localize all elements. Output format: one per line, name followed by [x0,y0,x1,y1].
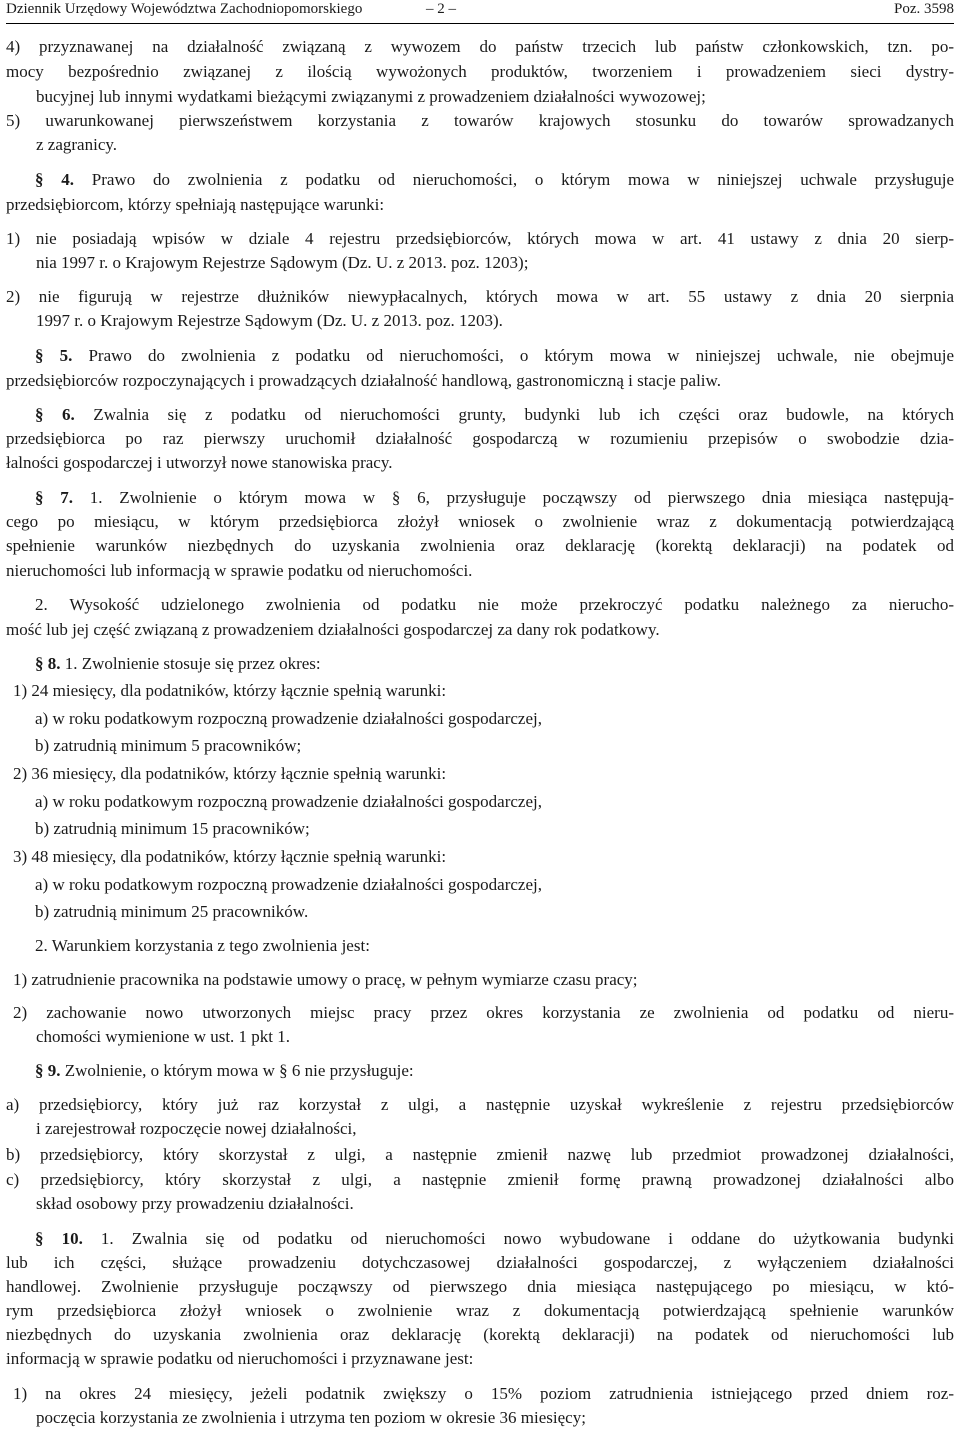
text-line [35,817,635,841]
line-text: 1) 24 miesięcy, dla podatników, którzy łącznie spełnią warunki: [13,681,447,700]
text-line [35,486,954,510]
text-line [6,1143,954,1167]
text-line [6,109,954,133]
text-line [36,1117,954,1141]
line-text: a) w roku podatkowym rozpoczną prowadzenie działalności gospodarczej, [35,875,542,894]
line-text: 2. Wysokość udzielonego zwolnienia od podatku nie może przekroczyć podatku należnego za nierucho- [35,595,954,614]
line-text: 2) 36 miesięcy, dla podatników, którzy łącznie spełnią warunki: [13,764,447,783]
section-mark: § 7. [35,488,73,507]
text-line [35,734,635,758]
line-text: przedsiębiorcom, którzy spełniają następujące warunki: [6,195,385,214]
text-line [36,1406,954,1430]
text-line [35,934,635,958]
section-mark: § 6. [35,405,75,424]
line-text: Prawo do zwolnienia z podatku od nieruchomości, o którym mowa w niniejszej uchwale przysługuje [74,170,954,189]
line-text: b) zatrudnią minimum 5 pracowników; [35,736,302,755]
line-text: b) zatrudnią minimum 15 pracowników; [35,819,310,838]
line-text: 4) przyznawanej na działalność związaną z wywozem do państw trzecich lub państw członkowskich, tzn. po- [6,37,954,56]
line-text: chomości wymienione w ust. 1 pkt 1. [36,1027,291,1046]
text-line [35,593,954,617]
line-text: 1) na okres 24 miesięcy, jeżeli podatnik zwiększy o 15% poziom zatrudnienia istniejącego przed dniem roz- [13,1384,954,1403]
line-text: nia 1997 r. o Krajowym Rejestrze Sądowym (Dz. U. z 2013. poz. 1203); [36,253,529,272]
text-line [36,133,954,157]
line-text: 5) uwarunkowanej pierwszeństwem korzystania z towarów krajowych stosunku do towarów sprowadzanych [6,111,954,130]
line-text: spełnienie warunków niezbędnych do uzyskania zwolnienia oraz deklarację (korektą deklaracji) na podatek od [6,536,954,555]
text-line [35,790,735,814]
text-line [36,251,954,275]
text-line [6,427,954,451]
line-text: 1. Zwolnienie stosuje się przez okres: [60,654,321,673]
line-text: 1997 r. o Krajowym Rejestrze Sądowym (Dz. U. z 2013. poz. 1203). [36,311,503,330]
section-mark: § 8. [35,654,61,673]
text-line [35,1227,954,1251]
text-line [13,762,613,786]
line-text: z zagranicy. [36,135,118,154]
text-line [36,309,954,333]
line-text: 3) 48 miesięcy, dla podatników, którzy łącznie spełnią warunki: [13,847,447,866]
header-divider [6,23,954,24]
text-line [13,1382,954,1406]
text-line [35,900,635,924]
line-text: niezbędnych do uzyskania zwolnienia oraz deklarację (korektą deklaracji) na podatek od nieruchomości lub [6,1325,954,1344]
line-text: a) przedsiębiorcy, który już raz korzystał z ulgi, a następnie uzyskał wykreślenie z rejestru przedsiębiorców [6,1095,954,1114]
section-mark: § 9. [35,1061,61,1080]
text-line [6,369,954,393]
text-line [35,168,954,192]
line-text: skład osobowy przy prowadzeniu działalności. [36,1194,354,1213]
line-text: a) w roku podatkowym rozpoczną prowadzenie działalności gospodarczej, [35,792,542,811]
journal-title: Dziennik Urzędowy Województwa Zachodniopomorskiego [6,1,363,17]
line-text: 2) zachowanie nowo utworzonych miejsc pracy przez okres korzystania ze zwolnienia od podatku od nieru- [13,1003,954,1022]
position-number: Poz. 3598 [894,1,954,17]
line-text: 2) nie figurują w rejestrze dłużników niewypłacalnych, których mowa w art. 55 ustawy z dnia 20 sierpnia [6,287,954,306]
line-text: 1) zatrudnienie pracownika na podstawie umowy o pracę, w pełnym wymiarze czasu pracy; [13,970,638,989]
line-text: cego po miesiącu, w którym przedsiębiorca złożył wniosek o zwolnienie wraz z dokumentacją potwierdzającą [6,512,954,531]
line-text: przedsiębiorców rozpoczynających i prowadzących działalność handlową, gastronomiczną i stacje paliw. [6,371,721,390]
line-text: Prawo do zwolnienia z podatku od nieruchomości, o którym mowa w niniejszej uchwale, nie obejmuje [72,346,955,365]
text-line [35,873,735,897]
line-text: Zwolnienie, o którym mowa w § 6 nie przysługuje: [60,1061,414,1080]
line-text: informacją w sprawie podatku od nieruchomości i przyznawane jest: [6,1349,474,1368]
line-text: mość lub jej część związaną z prowadzeniem działalności gospodarczej za dany rok podatkowy. [6,620,660,639]
line-text: lub ich części, służące prowadzeniu dotychczasowej działalności gospodarczej, z wyłączeniem działalności [6,1253,954,1272]
text-line [35,707,735,731]
text-line [6,1275,954,1299]
text-line [13,1001,954,1025]
text-line [36,1025,954,1049]
text-line [35,1059,635,1083]
text-line [6,193,954,217]
line-text: 1. Zwolnienie o którym mowa w § 6, przysługuje począwszy od pierwszego dnia miesiąca następują- [73,488,954,507]
line-text: b) przedsiębiorcy, który skorzystał z ulgi, a następnie zmienił nazwę lub przedmiot prowadzonej działalności, [6,1145,954,1164]
text-line [6,451,954,475]
text-line [35,403,954,427]
line-text: c) przedsiębiorcy, który skorzystał z ulgi, a następnie zmienił formę prawną prowadzonej działalności albo [6,1170,954,1189]
text-line [6,510,954,534]
line-text: poczęcia korzystania ze zwolnienia i utrzyma ten poziom w okresie 36 miesięcy; [36,1408,586,1427]
text-line [13,968,954,992]
text-line [36,1192,954,1216]
text-line [6,35,954,59]
text-line [6,1251,954,1275]
text-line [6,227,954,251]
text-line [6,534,954,558]
line-text: 1) nie posiadają wpisów w dziale 4 rejestru przedsiębiorców, których mowa w art. 41 ustawy z dnia 20 sierp- [6,229,954,248]
line-text: 1. Zwalnia się od podatku od nieruchomości nowo wybudowane i oddane do użytkowania budynki [82,1229,954,1248]
text-line [13,845,613,869]
line-text: Zwalnia się z podatku od nieruchomości grunty, budynki lub ich części oraz budowle, na których [74,405,954,424]
text-line [6,1299,954,1323]
text-line [35,652,954,676]
text-line [13,679,613,703]
line-text: handlowej. Zwolnienie przysługuje począwszy od pierwszego dnia miesiąca następującego po miesiącu, w któ- [6,1277,954,1296]
text-line [6,618,954,642]
text-line [6,1323,954,1347]
text-line [6,1347,954,1371]
line-text: 2. Warunkiem korzystania z tego zwolnienia jest: [35,936,370,955]
page-header [6,0,954,18]
text-line [6,60,954,84]
line-text: b) zatrudnią minimum 25 pracowników. [35,902,309,921]
text-line [35,344,954,368]
line-text: bucyjnej lub innymi wydatkami bieżącymi związanymi z prowadzeniem działalności wywozowej; [36,87,706,106]
text-line [36,85,954,109]
page-number: – 2 – [426,1,456,17]
line-text: mocy bezpośrednio związanej z ilością wywożonych produktów, tworzeniem i prowadzeniem sieci dystry- [6,62,954,81]
line-text: łalności gospodarczej i utworzył nowe stanowiska pracy. [6,453,393,472]
text-line [6,1093,954,1117]
section-mark: § 5. [35,346,73,365]
line-text: a) w roku podatkowym rozpoczną prowadzenie działalności gospodarczej, [35,709,542,728]
text-line [6,285,954,309]
line-text: i zarejestrował rozpoczęcie nowej działalności, [36,1119,357,1138]
section-mark: § 10. [35,1229,83,1248]
section-mark: § 4. [35,170,75,189]
line-text: nieruchomości lub informacją w sprawie podatku od nieruchomości. [6,561,473,580]
line-text: rym przedsiębiorca złożył wniosek o zwolnienie wraz z dokumentacją potwierdzającą spełnienie warunków [6,1301,954,1320]
text-line [6,1168,954,1192]
text-line [6,559,954,583]
line-text: przedsiębiorca po raz pierwszy uruchomił działalność gospodarczą w rozumieniu przepisów o swobodzie dzia- [6,429,954,448]
